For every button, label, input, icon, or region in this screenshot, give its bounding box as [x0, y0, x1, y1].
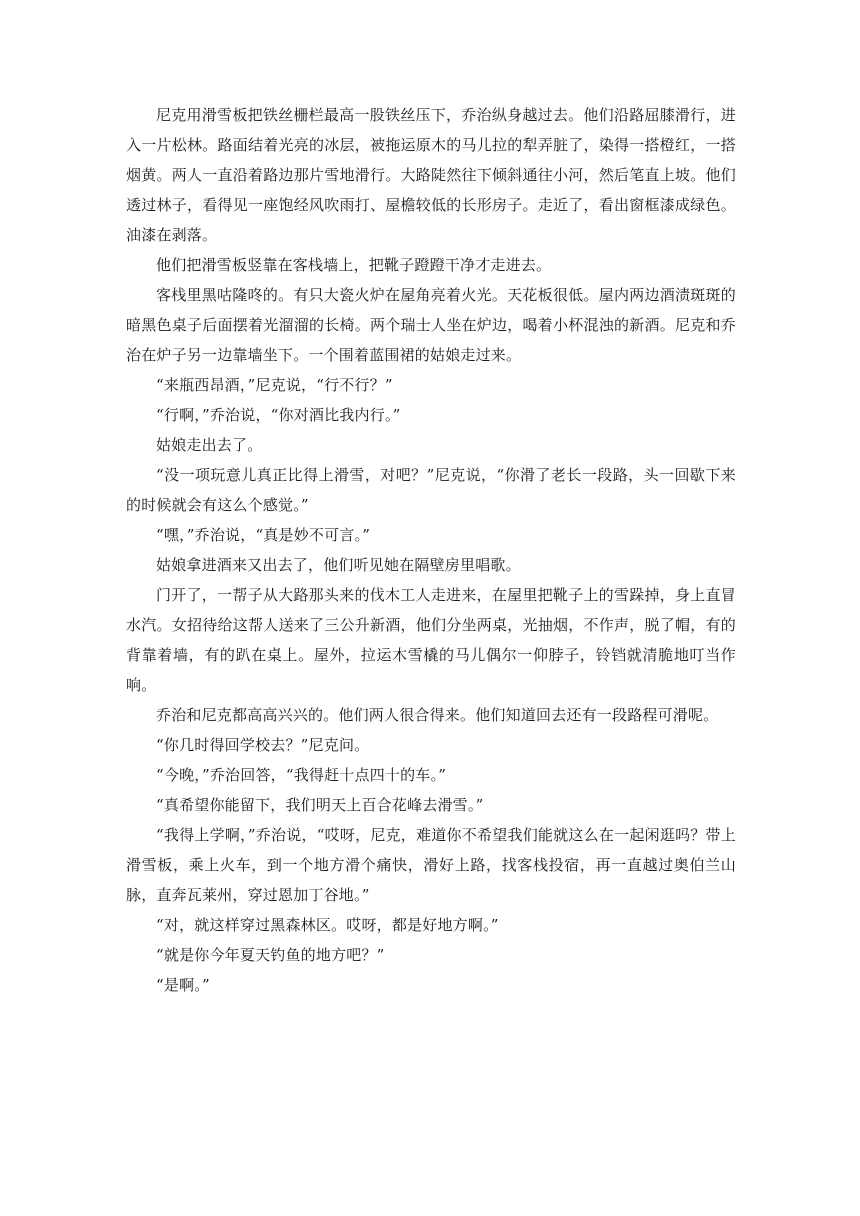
paragraph: “没一项玩意儿真正比得上滑雪，对吧？”尼克说，“你滑了老长一段路，头一回歇下来的时候就会有这么个感觉。” [126, 466, 736, 514]
paragraph: 客栈里黑咕隆咚的。有只大瓷火炉在屋角亮着火光。天花板很低。屋内两边酒渍斑斑的暗黑色桌子后面摆着光溜溜的长椅。两个瑞士人坐在炉边，喝着小杯混浊的新酒。尼克和乔治在炉子另一边靠墙坐下。一个围着蓝围裙的姑娘走过来。 [126, 286, 736, 364]
paragraph: 姑娘走出去了。 [156, 436, 263, 454]
paragraph: “对，就这样穿过黑森林区。哎呀，都是好地方啊。” [156, 916, 499, 934]
paragraph: 门开了，一帮子从大路那头来的伐木工人走进来，在屋里把靴子上的雪跺掉，身上直冒水汽。女招待给这帮人送来了三公升新酒，他们分坐两桌，光抽烟，不作声，脱了帽，有的背靠着墙，有的趴在桌上。屋外，拉运木雪橇的马儿偶尔一仰脖子，铃铛就清脆地叮当作响。 [126, 586, 736, 694]
paragraph: 乔治和尼克都高高兴兴的。他们两人很合得来。他们知道回去还有一段路程可滑呢。 [156, 706, 719, 724]
paragraph: “今晚，”乔治回答，“我得赶十点四十的车。” [156, 766, 447, 784]
paragraph: 姑娘拿进酒来又出去了，他们听见她在隔壁房里唱歌。 [156, 556, 521, 574]
paragraph: “就是你今年夏天钓鱼的地方吧？” [156, 946, 385, 964]
paragraph: “嘿，”乔治说，“真是妙不可言。” [156, 526, 371, 544]
paragraph: 他们把滑雪板竖靠在客栈墙上，把靴子蹬蹬干净才走进去。 [156, 256, 552, 274]
paragraph: “真希望你能留下，我们明天上百合花峰去滑雪。” [156, 796, 484, 814]
paragraph: “你几时得回学校去？”尼克问。 [156, 736, 370, 754]
document-page [126, 100, 736, 1000]
paragraph: “来瓶西昂酒，”尼克说，“行不行？” [156, 376, 393, 394]
paragraph: “我得上学啊，”乔治说，“哎呀，尼克，难道你不希望我们能就这么在一起闲逛吗？带上滑雪板，乘上火车，到一个地方滑个痛快，滑好上路，找客栈投宿，再一直越过奥伯兰山脉，直奔瓦莱州，穿过恩加丁谷地。” [126, 826, 736, 904]
paragraph: “行啊，”乔治说，“你对酒比我内行。” [156, 406, 401, 424]
paragraph: 尼克用滑雪板把铁丝栅栏最高一股铁丝压下，乔治纵身越过去。他们沿路屈膝滑行，进入一片松林。路面结着光亮的冰层，被拖运原木的马儿拉的犁弄脏了，染得一搭橙红，一搭烟黄。两人一直沿着路边那片雪地滑行。大路陡然往下倾斜通往小河，然后笔直上坡。他们透过林子，看得见一座饱经风吹雨打、屋檐较低的长形房子。走近了，看出窗框漆成绿色。油漆在剥落。 [126, 106, 736, 244]
paragraph: “是啊。” [156, 976, 210, 994]
